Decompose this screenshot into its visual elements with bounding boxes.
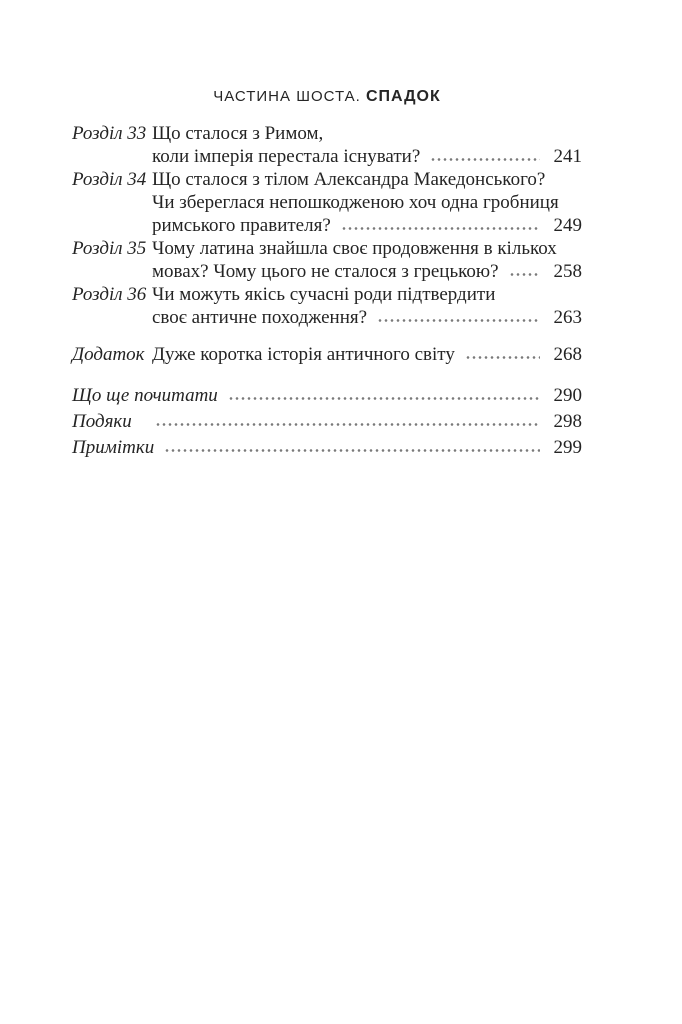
page-number: 249	[553, 215, 582, 236]
chapter-label: Розділ 34	[72, 169, 147, 190]
entry-text-line: Чи можуть якісь сучасні роди підтвердити	[152, 284, 496, 305]
page-number: 241	[553, 146, 582, 167]
dotted-leader	[509, 272, 540, 277]
backmatter-label: Що ще почитати	[72, 385, 218, 406]
chapter-label: Розділ 33	[72, 123, 147, 144]
backmatter-row-acknowledgements	[72, 410, 582, 433]
page-number: 268	[553, 344, 582, 365]
entry-text-line: своє античне походження?	[152, 307, 368, 328]
page-number: 298	[553, 411, 582, 432]
entry-body	[152, 343, 582, 366]
toc-entry-chapter-34	[72, 168, 582, 237]
entry-text-line: коли імперія перестала існувати?	[152, 146, 421, 167]
toc-entry-chapter-35	[72, 237, 582, 283]
page-number: 258	[553, 261, 582, 282]
page-number: 290	[553, 385, 582, 406]
entry-body	[152, 237, 582, 283]
page-number: 299	[553, 437, 582, 458]
toc-content	[72, 88, 582, 459]
part-header	[72, 88, 582, 106]
backmatter-label: Подяки	[72, 411, 132, 432]
entry-text-line: Чи збереглася непошкодженою хоч одна гробниця	[152, 192, 559, 213]
entry-text-line: мовах? Чому цього не сталося з грецькою?	[152, 261, 499, 282]
entry-text-line: Дуже коротка історія античного світу	[152, 344, 455, 365]
dotted-leader	[164, 448, 540, 453]
dotted-leader	[228, 396, 540, 401]
chapter-label: Додаток	[72, 344, 145, 365]
toc-entry-chapter-33	[72, 122, 582, 168]
toc-entry-chapter-36	[72, 283, 582, 329]
entry-body	[152, 168, 582, 237]
part-title: СПАДОК	[365, 88, 441, 105]
entry-text-line: римського правителя?	[152, 215, 331, 236]
entry-body	[152, 122, 582, 168]
backmatter-label: Примітки	[72, 437, 155, 458]
backmatter-row-further-reading	[72, 384, 582, 407]
toc-entry-appendix	[72, 343, 582, 366]
dotted-leader	[465, 355, 540, 360]
dotted-leader	[341, 226, 540, 231]
page-number: 263	[553, 307, 582, 328]
dotted-leader	[430, 157, 540, 162]
dotted-leader	[155, 422, 540, 427]
part-name: ЧАСТИНА ШОСТА.	[213, 88, 361, 105]
entry-text-line: Чому латина знайшла своє продовження в кількох	[152, 238, 557, 259]
chapter-label: Розділ 35	[72, 238, 147, 259]
chapter-label: Розділ 36	[72, 284, 147, 305]
entry-text-line: Що сталося з тілом Александра Македонського?	[152, 169, 546, 190]
entry-text-line: Що сталося з Римом,	[152, 123, 324, 144]
entry-body	[152, 283, 582, 329]
dotted-leader	[377, 318, 540, 323]
backmatter-row-notes	[72, 436, 582, 459]
